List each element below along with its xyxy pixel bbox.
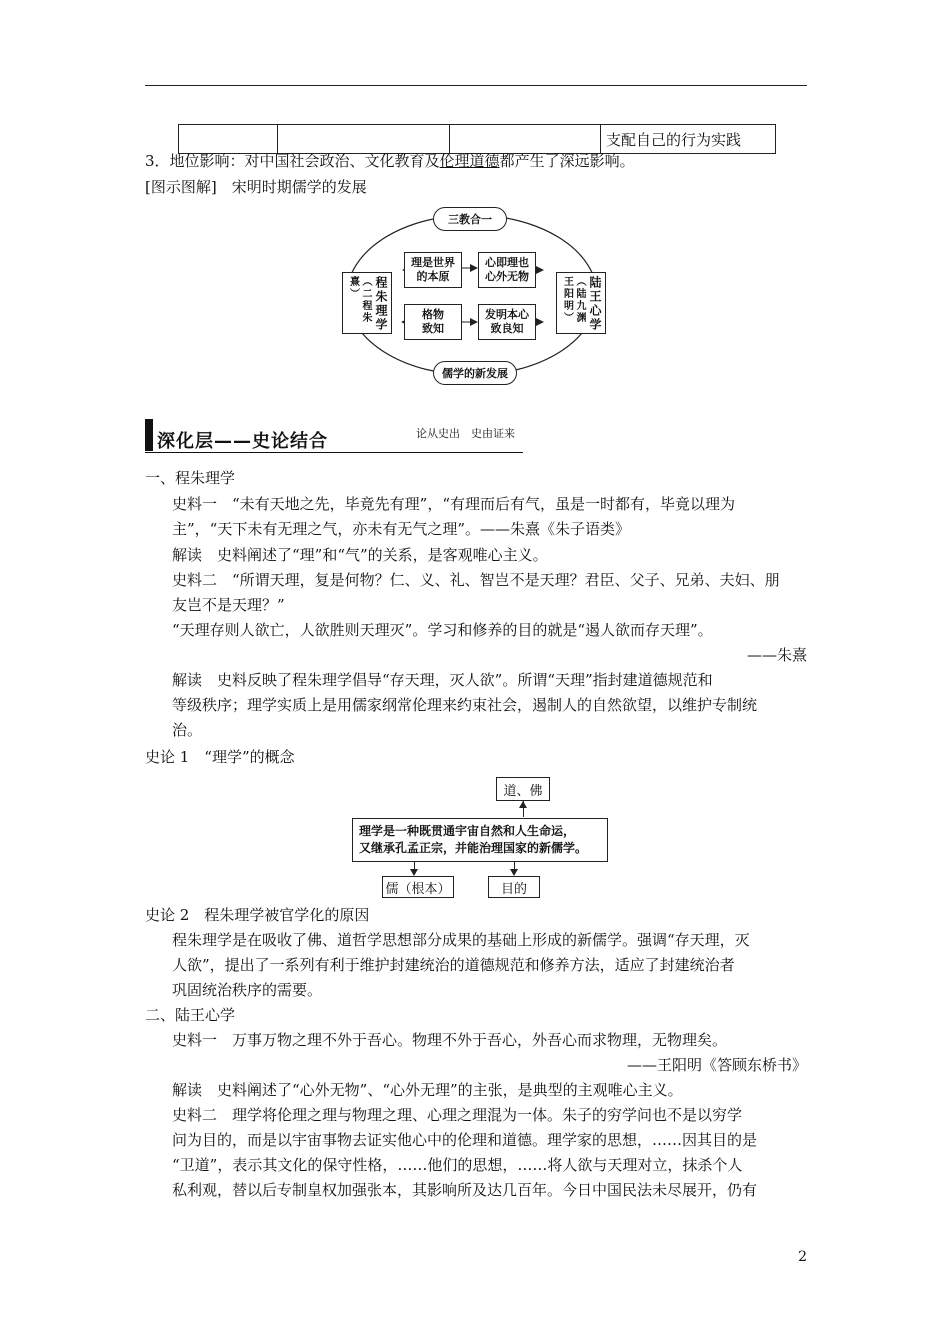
- lixue-concept-diagram: [340, 775, 610, 899]
- box-line: 发明本心: [485, 308, 529, 322]
- table-fragment: [178, 124, 776, 154]
- interpretation-line: 解读 史料反映了程朱理学倡导“存天理，灭人欲”。所谓“天理”指封建道德规范和: [172, 671, 713, 689]
- part-heading: 一、程朱理学: [145, 469, 236, 487]
- source-line: “天理存则人欲亡，人欲胜则天理灭”。学习和修养的目的就是“遏人欲而存天理”。: [172, 621, 713, 639]
- principle-origin-box: [404, 252, 462, 288]
- section-title: 深化层——史论结合: [157, 431, 328, 452]
- school-people: （陆九渊王阳明）: [561, 276, 585, 324]
- page-number: 2: [798, 1249, 807, 1265]
- interpretation-line: 解读 史料阐述了“心外无物”、“心外无理”的主张，是典型的主观唯心主义。: [172, 1081, 683, 1099]
- source-line: 史料一 万事万物之理不外于吾心。物理不外于吾心，外吾心而求物理，无物理矣。: [172, 1031, 728, 1049]
- source-line: “卫道”，表示其文化的保守性格，……他们的思想，……将人欲与天理对立，抹杀个人: [172, 1156, 743, 1174]
- purpose-box: 目的: [488, 876, 540, 898]
- source-line: 私利观，替以后专制皇权加强张本，其影响所及达几百年。今日中国民法未尽展开，仍有: [172, 1181, 758, 1199]
- confucianism-development-diagram: [330, 200, 620, 390]
- table-cell: [179, 125, 278, 153]
- paragraph-line: 巩固统治秩序的需要。: [172, 981, 323, 999]
- section-subtitle: 论从史出 史由证来: [416, 427, 515, 440]
- source-line: 问为目的，而是以宇宙事物去证实他心中的伦理和道德。理学家的思想，……因其目的是: [172, 1131, 758, 1149]
- school-name: 陆王心学: [588, 276, 602, 332]
- investigation-box: [404, 304, 462, 340]
- source-line: 史料二 理学将伦理之理与物理之理、心理之理混为一体。朱子的穷学问也不是以穷学: [172, 1106, 743, 1124]
- box-line: 格物: [422, 308, 444, 322]
- table-cell: [450, 125, 601, 153]
- interpretation-line: 等级秩序；理学实质上是用儒家纲常伦理来约束社会，遏制人的自然欲望，以维护专制统: [172, 696, 758, 714]
- table-cell: [278, 125, 450, 153]
- arrow-head: [410, 869, 418, 876]
- school-people: （二程朱熹）: [347, 276, 371, 324]
- shilun-heading: 史论 1 “理学”的概念: [145, 748, 295, 766]
- dao-buddhism-box: 道、佛: [496, 777, 550, 801]
- source-attribution: ——朱熹: [746, 646, 807, 664]
- cheng-zhu-school-box: [342, 272, 392, 334]
- arrow-head: [519, 801, 527, 808]
- box-line: 心外无物: [485, 270, 529, 283]
- three-teachings-node: 三教合一: [433, 207, 507, 231]
- source-line: 史料二 “所谓天理，复是何物？仁、义、礼、智岂不是天理？君臣、父子、兄弟、夫妇、朋: [172, 571, 780, 589]
- definition-line: 理学是一种既贯通宇宙自然和人生命运，: [359, 824, 576, 838]
- box-line: 心即理也: [485, 256, 529, 270]
- header-rule: [145, 85, 807, 86]
- diagram-caption: [图示图解] 宋明时期儒学的发展: [145, 178, 367, 196]
- source-line: 史料一 “未有天地之先，毕竟先有理”，“有理而后有气，虽是一时都有，毕竟以理为: [172, 495, 736, 513]
- box-line: 致知: [422, 322, 444, 335]
- new-development-node: 儒学的新发展: [433, 361, 517, 385]
- paragraph-line: 程朱理学是在吸收了佛、道哲学思想部分成果的基础上形成的新儒学。强调“存天理，灭: [172, 931, 750, 949]
- text-run: 都产生了深远影响。: [499, 152, 635, 170]
- table-cell: 支配自己的行为实践: [606, 131, 742, 149]
- underlined-term: 伦理道德: [439, 152, 500, 170]
- box-line: 致良知: [490, 322, 524, 335]
- paragraph-line: 人欲”，提出了一系列有利于维护封建统治的道德规范和修养方法，适应了封建统治者: [172, 956, 735, 974]
- shilun-heading: 史论 2 程朱理学被官学化的原因: [145, 906, 370, 924]
- interpretation-line: 解读 史料阐述了“理”和“气”的关系，是客观唯心主义。: [172, 546, 548, 564]
- section-bar: [145, 419, 153, 451]
- mind-is-principle-box: [478, 252, 536, 288]
- lixue-definition-box: [352, 818, 608, 862]
- section-rule: [145, 452, 523, 453]
- source-attribution: ——王阳明《答顾东桥书》: [626, 1056, 807, 1074]
- source-line: 友岂不是天理？”: [172, 596, 285, 614]
- lu-wang-school-box: [556, 272, 606, 334]
- school-name: 程朱理学: [374, 276, 388, 332]
- source-line: 主”，“天下未有无理之气，亦未有无气之理”。——朱熹《朱子语类》: [172, 520, 631, 538]
- box-line: 理是世界: [411, 256, 455, 270]
- confucian-root-box: 儒（根本）: [382, 876, 454, 898]
- arrow-head: [510, 869, 518, 876]
- interpretation-line: 治。: [172, 721, 203, 739]
- part-heading: 二、陆王心学: [145, 1006, 236, 1024]
- status-impact-line: [145, 154, 635, 169]
- definition-line: 又继承孔孟正宗，并能治理国家的新儒学。: [359, 841, 588, 856]
- box-line: 的本原: [416, 270, 450, 283]
- section-header: [145, 419, 523, 455]
- innate-knowledge-box: [478, 304, 536, 340]
- text-run: 3．地位影响：对中国社会政治、文化教育及: [145, 152, 440, 170]
